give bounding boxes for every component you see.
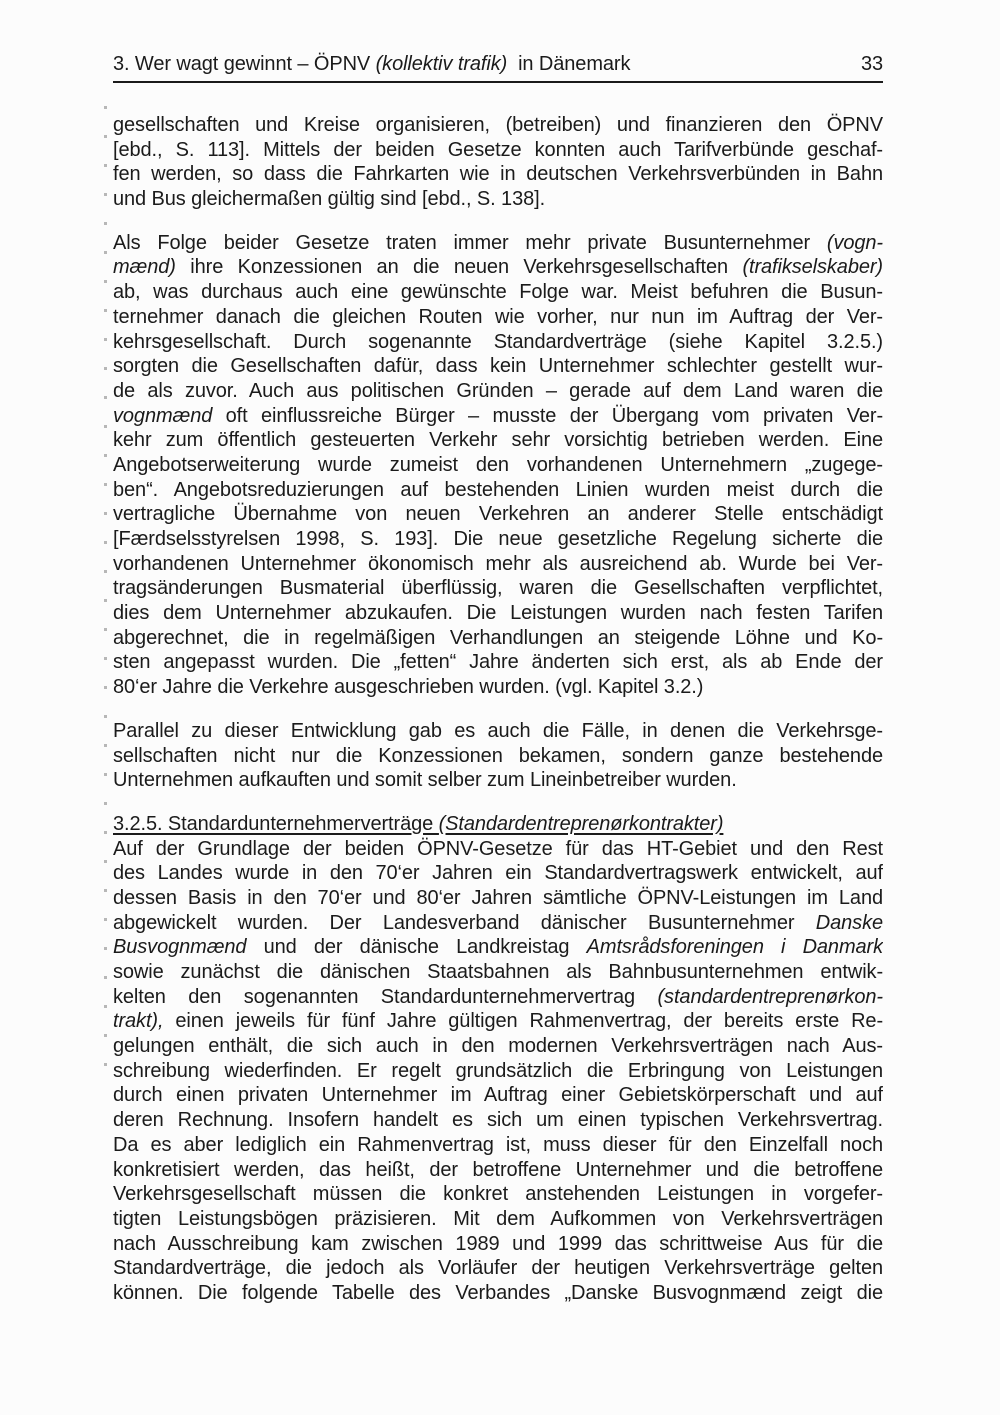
text-line: gesellschaften und Kreise organisieren, (betreiben) und finanzieren den ÖPNV <box>113 114 883 136</box>
text-line: 80‘er Jahre die Verkehre ausgeschrieben wurden. (vgl. Kapitel 3.2.) <box>113 676 704 699</box>
text-line: vertragliche Übernahme von neuen Verkehren an anderer Stelle entschädigt <box>113 503 883 526</box>
text-line: konkretisiert werden, das heißt, der betroffene Unternehmer und die betroffene <box>113 1158 883 1181</box>
italic-text: mænd) <box>113 256 176 279</box>
text-line: abgewickelt wurden. Der Landesverband dänischer Busunternehmer Danske <box>113 911 883 934</box>
text-line: dessen Basis in den 70‘er und 80‘er Jahren sämtliche ÖPNV-Leistungen im Land <box>113 886 883 909</box>
text-line: Unternehmen aufkauften und somit selber zum Lineinbetreiber wurden. <box>113 769 737 792</box>
text-line: vorhandenen Unternehmer ökonomisch mehr als ausreichend ab. Wurde bei Ver- <box>113 552 883 575</box>
text-line: dies dem Unternehmer abzukaufen. Die Leistungen wurden nach festen Tarifen <box>113 602 883 625</box>
text-line: Da es aber lediglich ein Rahmenvertrag ist, muss dieser für den Einzelfall noch <box>113 1133 883 1156</box>
page-sheet <box>113 52 883 1325</box>
text-line: Auf der Grundlage der beiden ÖPNV-Gesetze für das HT-Gebiet und den Rest <box>113 837 883 860</box>
italic-text: vognmænd <box>113 404 213 427</box>
text-line: nach Ausschreibung kam zwischen 1989 und 1999 das schrittweise Aus für die <box>113 1232 883 1255</box>
italic-text: trakt), <box>113 1010 164 1033</box>
page-header <box>113 52 883 83</box>
text-line: sorgten die Gesellschaften dafür, dass kein Unternehmer schlechter gestellt wur- <box>113 355 883 378</box>
text-line: ben“. Angebotsreduzierungen auf bestehenden Linien wurden meist durch die <box>113 478 883 501</box>
text-line: de als zuvor. Auch aus politischen Gründen – gerade auf dem Land waren die <box>113 379 883 402</box>
text-line: können. Die folgende Tabelle des Verbandes „Danske Busvognmænd zeigt die <box>113 1281 883 1304</box>
italic-text: Danske <box>815 911 883 934</box>
page-content <box>113 113 883 1306</box>
text-line: kelten den sogenannten Standardunternehmervertrag (standardentreprenørkon- <box>113 985 883 1008</box>
text-line: trakt), einen jeweils für fünf Jahre gültigen Rahmenvertrag, der bereits erste Re- <box>113 1010 883 1033</box>
scan-edge-artifacts <box>104 106 107 1066</box>
text-line: kehrsgesellschaft. Durch sogenannte Standardverträge (siehe Kapitel 3.2.5.) <box>113 330 883 353</box>
italic-text: (trafikselskaber) <box>742 256 883 279</box>
text-line: Angebotserweiterung wurde zumeist den vorhandenen Unternehmern „zugege- <box>113 453 883 476</box>
page-number: 33 <box>860 53 883 75</box>
text-line: [Færdselsstyrelsen 1998, S. 193]. Die neue gesetzliche Regelung sicherte die <box>113 528 883 550</box>
italic-text: (standardentreprenørkon- <box>657 985 883 1008</box>
text-line: sowie zunächst die dänischen Staatsbahnen als Bahnbusunternehmen entwik- <box>113 961 883 983</box>
text-line: mænd) ihre Konzessionen an die neuen Verkehrsgesellschaften (trafikselskaber) <box>113 256 883 279</box>
text-line: Parallel zu dieser Entwicklung gab es auch die Fälle, in denen die Verkehrsge- <box>113 719 883 742</box>
text-line: ab, was durchaus auch eine gewünschte Folge war. Meist befuhren die Busun- <box>113 281 883 304</box>
text-line: des Landes wurde in den 70‘er Jahren ein Standardvertragswerk entwickelt, auf <box>113 862 883 885</box>
text-line: Als Folge beider Gesetze traten immer mehr private Busunternehmer (vogn- <box>113 231 883 254</box>
text-line: Busvognmænd und der dänische Landkreistag Amtsrådsforeningen i Danmark <box>113 936 883 959</box>
paragraph <box>113 113 883 212</box>
text-line: durch einen privaten Unternehmer im Auftrag einer Gebietskörperschaft und auf <box>113 1084 883 1107</box>
text-line: [ebd., S. 113]. Mittels der beiden Gesetze konnten auch Tarifverbünde geschaf- <box>113 138 883 161</box>
text-line: sellschaften nicht nur die Konzessionen bekamen, sondern ganze bestehende <box>113 744 883 767</box>
text-line: Standardverträge, die jedoch als Vorläufer der heutigen Verkehrsverträge gelten <box>113 1257 883 1280</box>
italic-text: Busvognmænd <box>113 936 247 959</box>
italic-text: (kollektiv trafik) <box>375 53 508 75</box>
paragraph <box>113 837 883 1306</box>
italic-text: (vogn- <box>826 231 883 254</box>
text-line: und Bus gleichermaßen gültig sind [ebd., S. 138]. <box>113 188 546 211</box>
text-line: schreibung wiederfinden. Er regelt grundsätzlich die Erbringung von Leistungen <box>113 1059 883 1082</box>
text-line: kehr zum öffentlich gesteuerten Verkehr sehr vorsichtig betrieben werden. Eine <box>113 429 883 452</box>
text-line: gelungen enthält, die sich auch in den modernen Verkehrsverträgen nach Aus- <box>113 1035 883 1058</box>
page-header-title: 3. Wer wagt gewinnt – ÖPNV (kollektiv trafik) in Dänemark <box>113 53 631 75</box>
text-line: sten angepasst wurden. Die „fetten“ Jahre änderten sich erst, als ab Ende der <box>113 651 883 674</box>
paragraph <box>113 231 883 700</box>
text-line: Verkehrsgesellschaft müssen die konkret anstehenden Leistungen in vorgefer- <box>113 1183 883 1206</box>
text-line: fen werden, so dass die Fahrkarten wie in deutschen Verkehrsverbünden in Bahn <box>113 163 883 186</box>
text-line: deren Rechnung. Insofern handelt es sich um einen typischen Verkehrsvertrag. <box>113 1109 883 1132</box>
paragraph <box>113 719 883 793</box>
italic-text: Amtsrådsforeningen i Danmark <box>586 936 883 959</box>
text-line: tigten Leistungsbögen präzisieren. Mit dem Aufkommen von Verkehrsverträgen <box>113 1207 883 1230</box>
text-line: tragsänderungen Busmaterial überflüssig, waren die Gesellschaften verpflichtet, <box>113 577 883 600</box>
text-line: 3.2.5. Standardunternehmerverträge (Standardentreprenørkontrakter) <box>113 812 724 835</box>
text-line: abgerechnet, die in regelmäßigen Verhandlungen an steigende Löhne und Ko- <box>113 626 883 649</box>
italic-text: (Standardentreprenørkontrakter) <box>438 812 724 835</box>
text-line: ternehmer danach die gleichen Routen wie vorher, nur nun im Auftrag der Ver- <box>113 305 883 328</box>
text-line: vognmænd oft einflussreiche Bürger – musste der Übergang vom privaten Ver- <box>113 404 883 427</box>
section-heading <box>113 812 883 837</box>
